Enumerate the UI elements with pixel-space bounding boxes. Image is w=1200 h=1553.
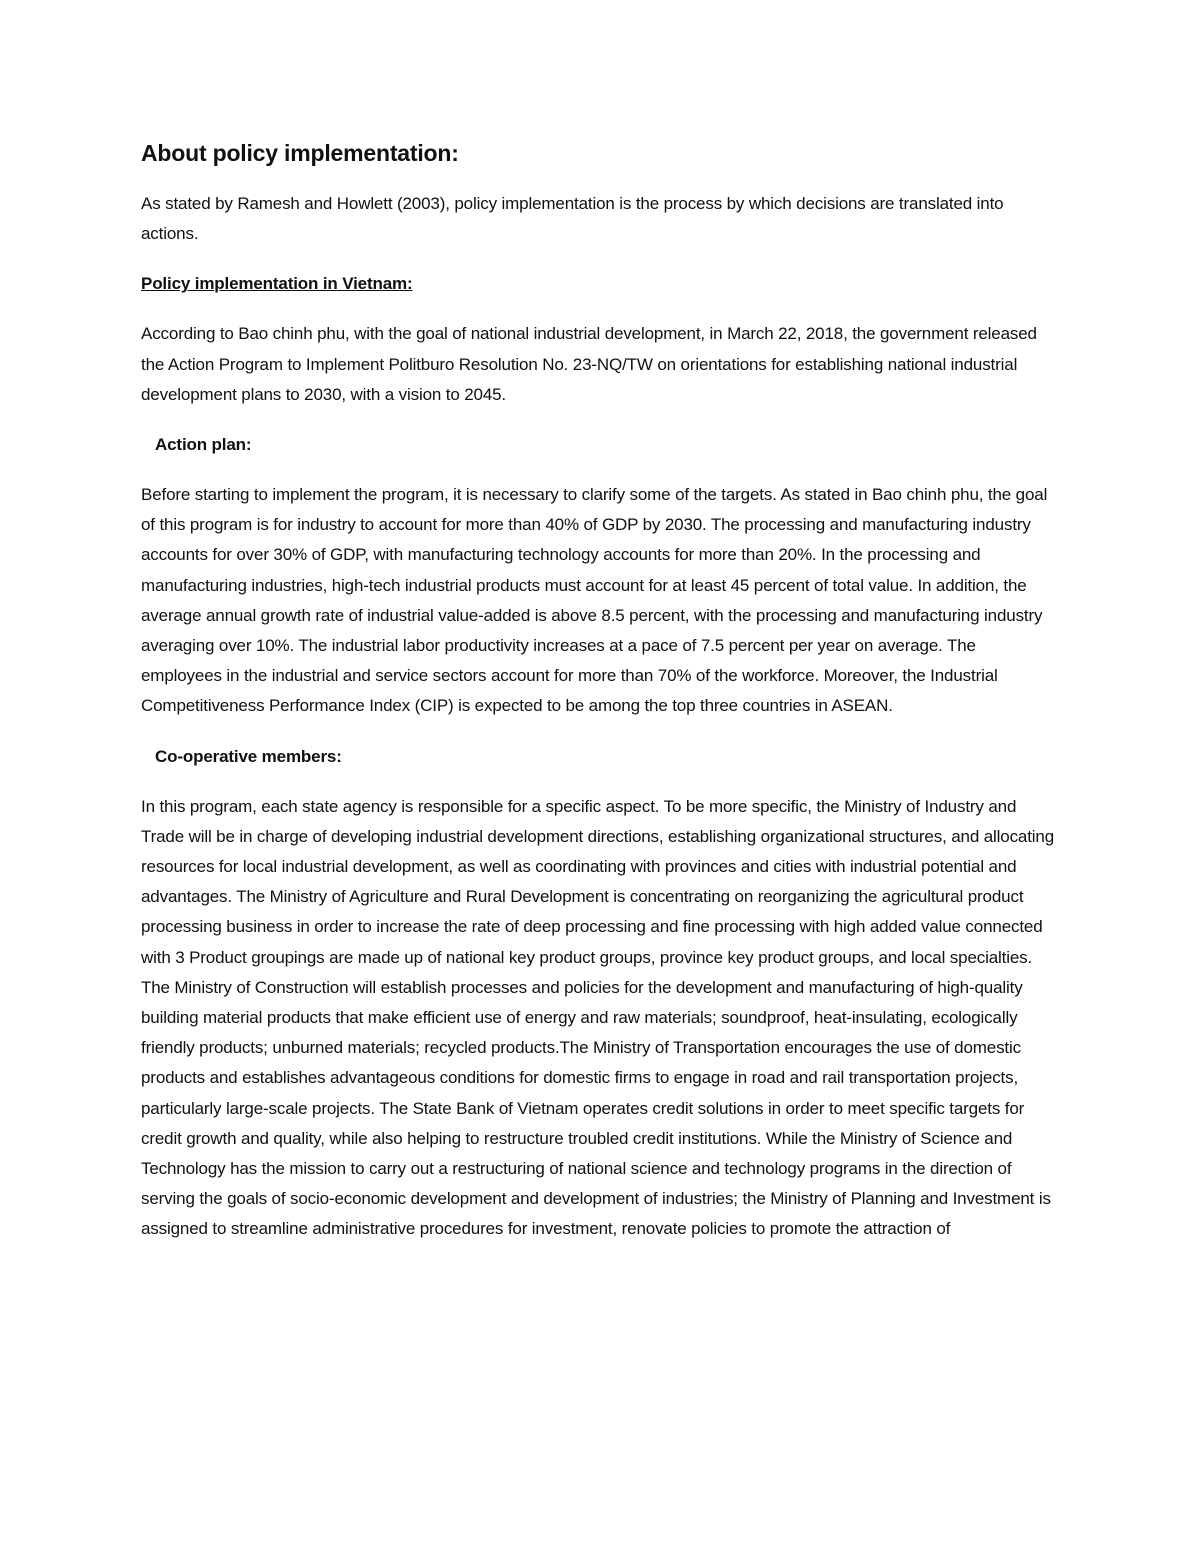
vietnam-paragraph: According to Bao chinh phu, with the goal of national industrial development, in March 22, 2018, the government released the Action Program to Implement Politburo Resolution No. 23-NQ/TW on orientations for establishing national industrial development plans to 2030, with a vision to 2045. [141,324,1037,404]
section-heading-cooperative-members: Co-operative members: [155,746,342,766]
section-heading-vietnam: Policy implementation in Vietnam: [141,274,413,294]
section-heading-action-plan: Action plan: [155,435,252,455]
action-plan-paragraph: Before starting to implement the program, it is necessary to clarify some of the targets. As stated in Bao chinh phu, the goal of this program is for industry to account for more than 40% of GDP by 2030. The processing and manufacturing industry accounts for over 30% of GDP, with manufacturing technology accounts for more than 20%. In the processing and manufacturing industries, high-tech industrial products must account for at least 45 percent of total value. In addition, the average annual growth rate of industrial value-added is above 8.5 percent, with the processing and manufacturing industry averaging over 10%. The industrial labor productivity increases at a pace of 7.5 percent per year on average. The employees in the industrial and service sectors account for more than 70% of the workforce. Moreover, the Industrial Competitiveness Performance Index (CIP) is expected to be among the top three countries in ASEAN. [141,485,1048,716]
intro-paragraph: As stated by Ramesh and Howlett (2003), policy implementation is the process by which decisions are translated into actions. [141,194,1004,244]
cooperative-members-paragraph: In this program, each state agency is responsible for a specific aspect. To be more specific, the Ministry of Industry and Trade will be in charge of developing industrial development directions, establishing organizational structures, and allocating resources for local industrial development, as well as coordinating with provinces and cities with industrial potential and advantages. The Ministry of Agriculture and Rural Development is concentrating on reorganizing the agricultural product processing business in order to increase the rate of deep processing and fine processing with high added value connected with 3 Product groupings are made up of national key product groups, province key product groups, and local specialties. The Ministry of Construction will establish processes and policies for the development and manufacturing of high-quality building material products that make efficient use of energy and raw materials; soundproof, heat-insulating, ecologically friendly products; unburned materials; recycled products.The Ministry of Transportation encourages the use of domestic products and establishes advantageous conditions for domestic firms to engage in road and rail transportation projects, particularly large-scale projects. The State Bank of Vietnam operates credit solutions in order to meet specific targets for credit growth and quality, while also helping to restructure troubled credit institutions. While the Ministry of Science and Technology has the mission to carry out a restructuring of national science and technology programs in the direction of serving the goals of socio-economic development and development of industries; the Ministry of Planning and Investment is assigned to streamline administrative procedures for investment, renovate policies to promote the attraction of [141,796,1055,1239]
document-title: About policy implementation: [141,140,459,166]
document-page [141,140,1061,1245]
